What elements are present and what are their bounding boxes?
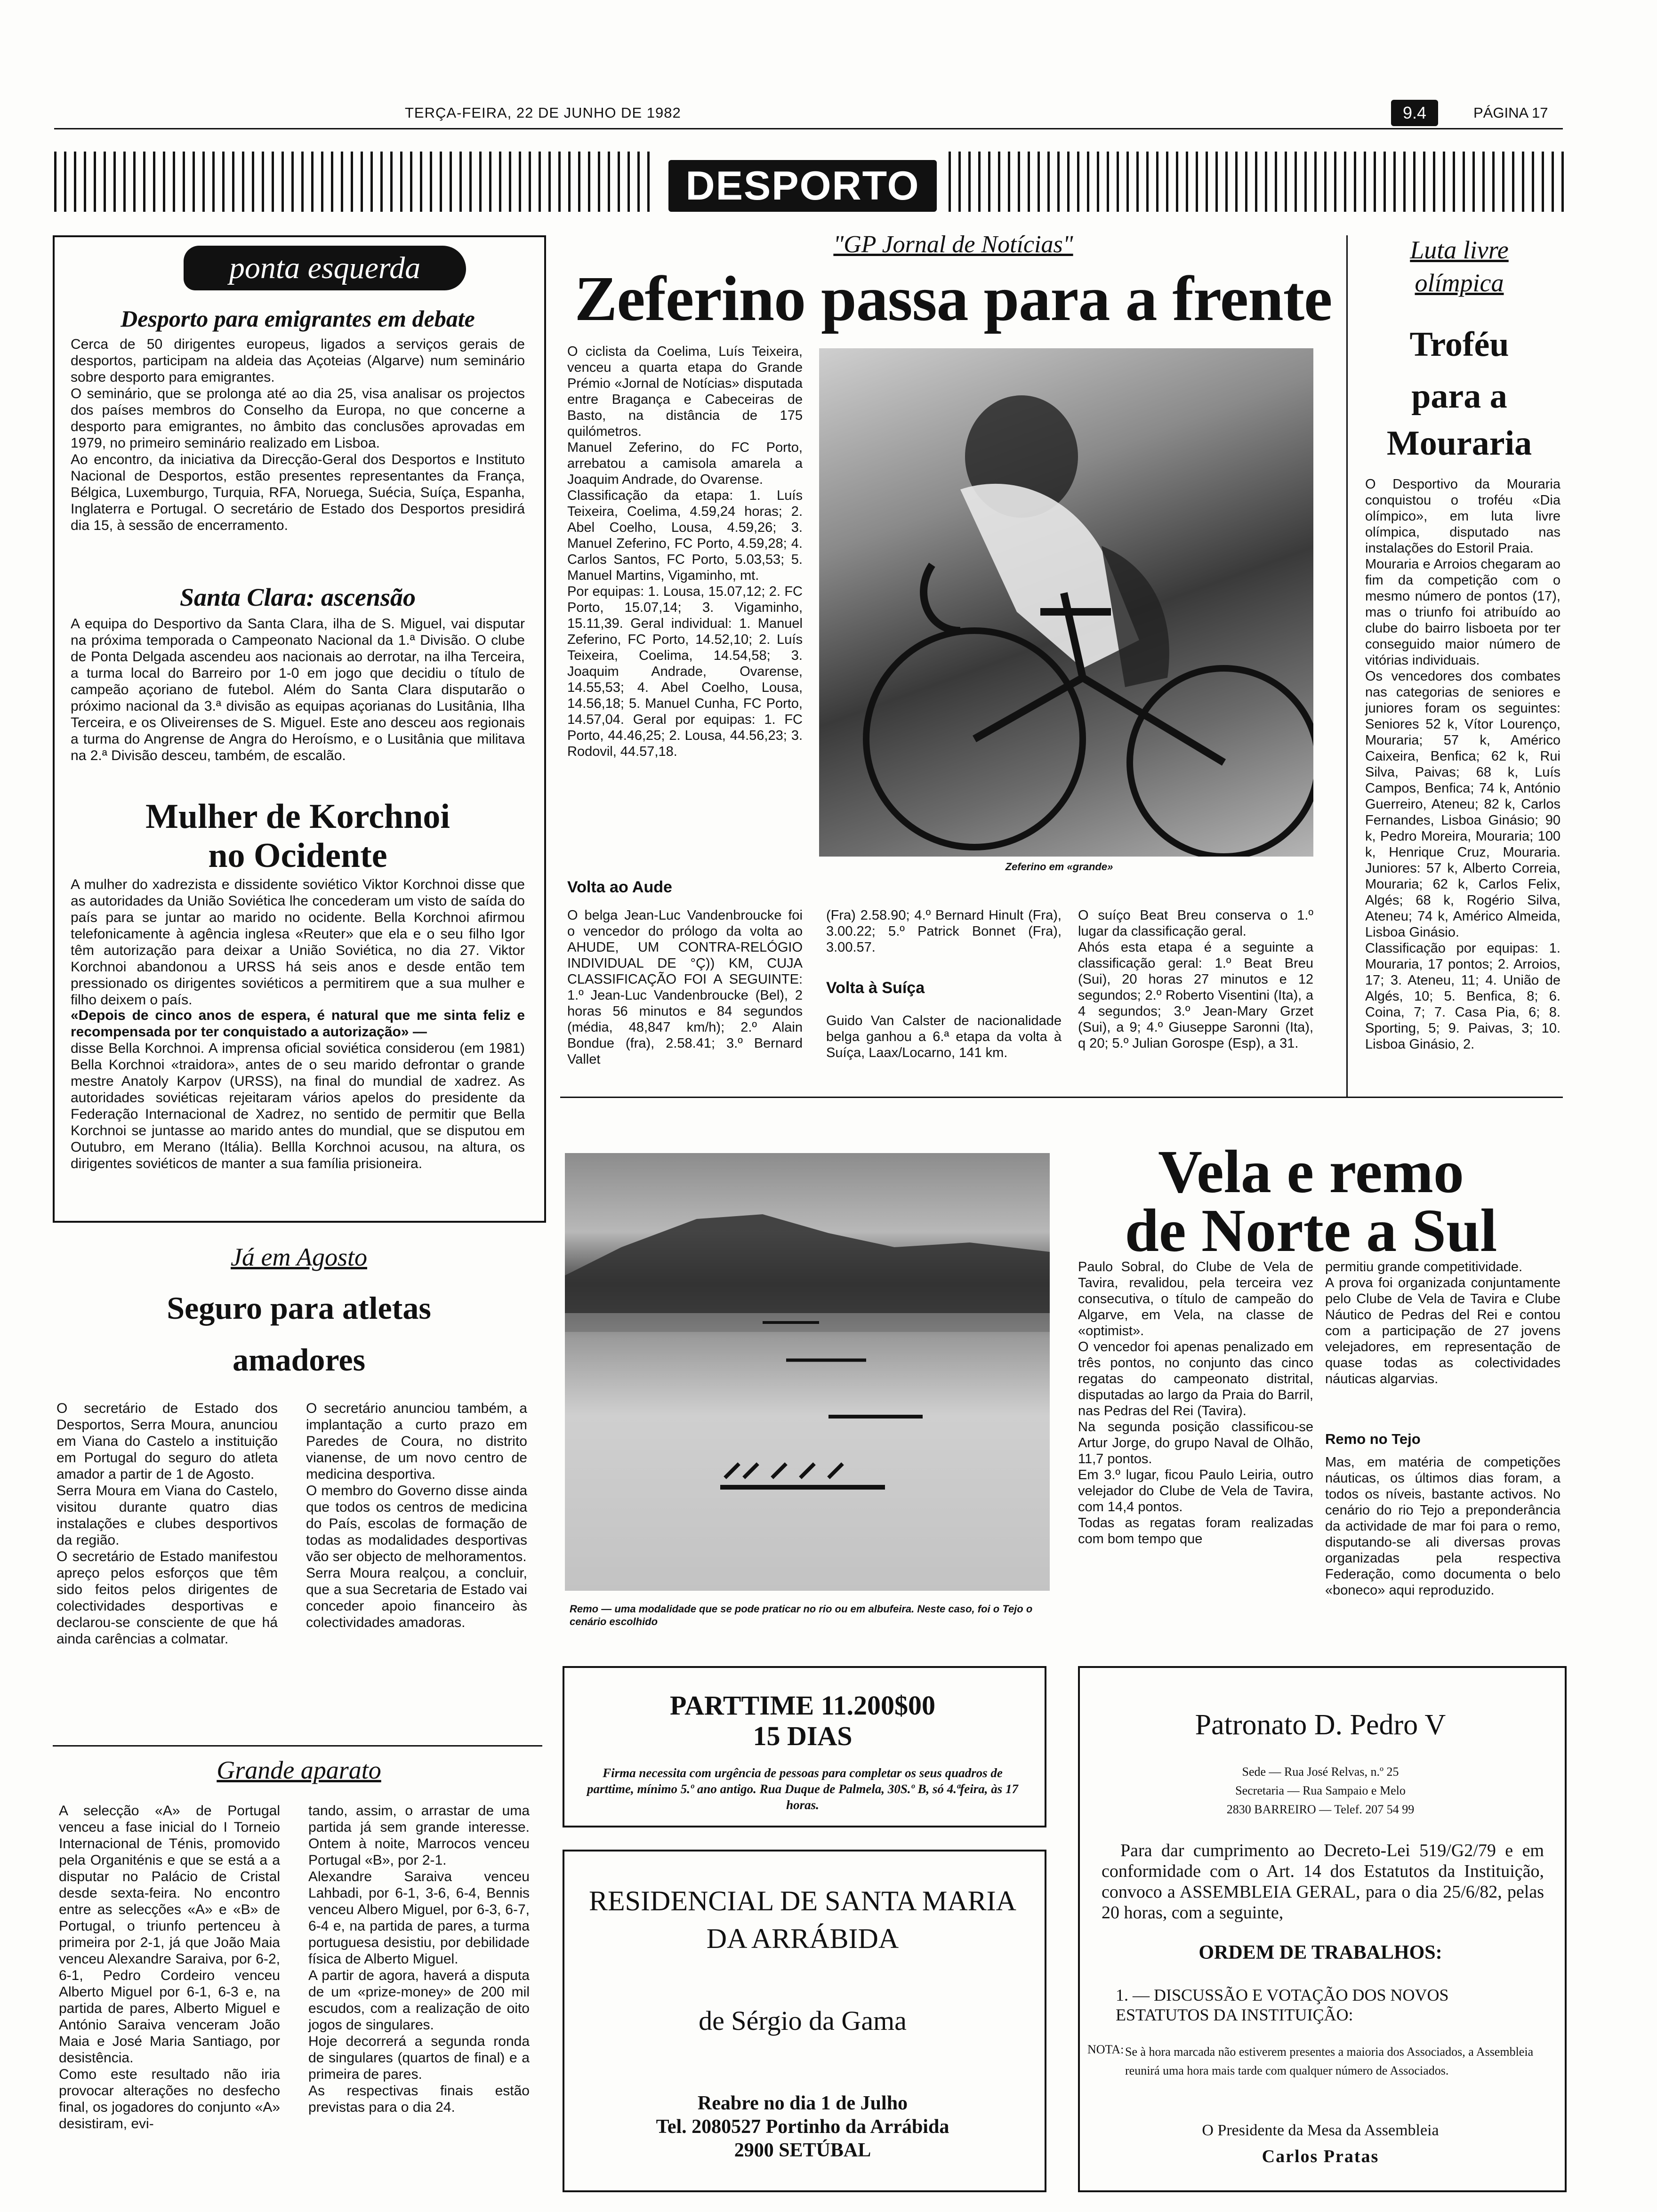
remo-subhead: Remo no Tejo [1325, 1431, 1421, 1447]
aude-body-cont: (Fra) 2.58.90; 4.º Bernard Hinult (Fra), 3.00.22; 5.º Patrick Bonnet (Fra), 3.00.57. [826, 908, 1062, 955]
aparato-rule [53, 1745, 542, 1747]
suica-body-cont: O suíço Beat Breu conserva o 1.º lugar da classificação geral. Ahós esta etapa é a seguinte a classificação geral: 1.º Beat Breu (Sui), 20 horas 27 minutos e 12 segundos; 2.º Roberto Visentini (Ita), a 4 segundos; 3.º Jean-Mary Grzet (Sui), a 9; 4.º Giuseppe Saronni (Ita), q 20; 5.º Julian Gorospe (Esp), a 31. [1078, 908, 1313, 1051]
section-hatch-left [54, 152, 657, 212]
patronato-signature-1: O Presidente da Mesa da Assembleia [1202, 2122, 1439, 2139]
page-number-badge: 9.4 [1391, 100, 1438, 126]
parttime-ad-line-2: 15 DIAS [753, 1721, 853, 1751]
zeferino-headline: Zeferino passa para a frente [574, 264, 1332, 334]
ponta-esquerda-logo-text: ponta esquerda [229, 251, 421, 285]
santa-clara-headline: Santa Clara: ascensão [179, 583, 416, 611]
parttime-ad-body: Firma necessita com urgência de pessoas para completar os seus quadros de parttime, mínimo 5.º ano antigo. Rua Duque de Palmela, 30S.º B, só 4.ªfeira, às 17 horas. [587, 1766, 1018, 1812]
aude-subhead: Volta ao Aude [567, 878, 672, 896]
suica-subhead: Volta à Suíça [826, 979, 925, 997]
luta-body: O Desportivo da Mouraria conquistou o troféu «Dia olímpico», em luta livre olímpica, disputado nas instalações do Estoril Praia. Mouraria e Arroios chegaram ao fim da competição com o mesmo número de pontos (17), mas o triunfo foi atribuído ao clube do bairro lisboeta por ter conseguido maior número de vitórias individuais. Os vencedores dos combates nas categorias de seniores e juniores foram os seguintes: Seniores 52 k, Vítor Lourenço, Mouraria; 57 k, Américo Caixeira, Benfica; 62 k, Rui Silva, Paivas; 68 k, Luís Campos, Benfica; 74 k, António Guerreiro, Ateneu; 82 k, Carlos Fernandes, Lisboa Ginásio; 90 k, Pedro Moreira, Mouraria; 100 k, Henrique Cruz, Mouraria. Juniores: 57 k, Alberto Correia, Mouraria; 62 k, Carlos Felix, Algés; 68 k, Rogério Silva, Ateneu; 74 k, Américo Almeida, Lisboa Ginásio. Classificação por equipas: 1. Mouraria, 17 pontos; 2. Arroios, 17; 3. Ateneu, 11; 4. União de Algés, 10; 5. Benfica, 8; 6. Coina, 7; 7. Casa Pia, 6; 8. Sporting, 5; 9. Paivas, 3; 10. Lisboa Ginásio, 2. [1365, 477, 1560, 1052]
vela-col-2b: Mas, em matéria de competições náuticas, os últimos dias foram, a todos os níveis, bastante activos. No cenário do rio Tejo a preponderância da actividade de mar foi para o remo, disputando-se ali diversas provas organizadas pela respectiva Federação, como documenta o belo «boneco» aqui reproduzido. [1325, 1455, 1560, 1598]
section-title: DESPORTO [685, 163, 920, 208]
luta-divider [1346, 235, 1348, 1097]
patronato-address-3: 2830 BARREIRO — Telef. 207 54 99 [1226, 1803, 1415, 1816]
parttime-ad-line-1: PARTTIME 11.200$00 [669, 1690, 936, 1721]
santa-clara-body: A equipa do Desportivo da Santa Clara, ilha de S. Miguel, vai disputar na próxima temporada o Campeonato Nacional da 1.ª Divisão. O clube de Ponta Delgada ascendeu aos nacionais ao derrotar, na ilha Terceira, a turma local do Barreiro por 1-0 em jogo que decidiu o título de campeão açoriano de futebol. Além do Santa Clara disputarão o próximo nacional da 3.ª divisão as equipas açorianas do Lusitânia, Ilha Terceira, e os Oliveirenses de S. Miguel. Este ano desceu aos regionais a turma do Angrense de Angra do Heroísmo, e o Lusitânia que militava na 2.ª Divisão desceu, também, de escalão. [71, 616, 525, 763]
cyclist-caption: Zeferino em «grande» [1005, 861, 1113, 873]
patronato-nota-label: NOTA: [1087, 2043, 1124, 2056]
residencial-ad-title-2: DA ARRÁBIDA [706, 1923, 899, 1954]
korchnoi-quote: «Depois de cinco anos de espera, é natural que me sinta feliz e recompensada por ter conquistado a autorização» — [71, 1008, 525, 1040]
luta-headline-3: Mouraria [1386, 424, 1532, 463]
header-date: TERÇA-FEIRA, 22 DE JUNHO DE 1982 [405, 104, 681, 121]
luta-kicker-1: Luta livre [1410, 236, 1509, 264]
rowing-caption: Remo — uma modalidade que se pode praticar no rio ou em albufeira. Neste caso, foi o Tejo o cenário escolhido [570, 1603, 1033, 1627]
residencial-ad-owner: de Sérgio da Gama [699, 2005, 907, 2036]
patronato-item: 1. — DISCUSSÃO E VOTAÇÃO DOS NOVOS ESTATUTOS DA INSTITUIÇÃO: [1116, 1986, 1449, 2024]
emigrantes-headline: Desporto para emigrantes em debate [121, 305, 475, 332]
vela-headline-2: de Norte a Sul [1125, 1197, 1497, 1265]
patronato-body: Para dar cumprimento ao Decreto-Lei 519/G2/79 e em conformidade com o Art. 14 dos Estatutos da Instituição, convoco a ASSEMBLEIA GERAL, para o dia 25/6/82, pelas 20 horas, com a seguinte, [1102, 1841, 1544, 1923]
suica-body: Guido Van Calster de nacionalidade belga ganhou a 6.ª etapa da volta à Suíça, Laax/Locarno, 141 km. [826, 1013, 1062, 1060]
rowing-photo [565, 1153, 1050, 1591]
vela-headline-1: Vela e remo [1158, 1138, 1464, 1206]
middle-rule [560, 1097, 1563, 1098]
patronato-ad [1078, 1666, 1567, 2192]
cyclist-illustration [819, 348, 1313, 857]
aparato-kicker: Grande aparato [217, 1756, 381, 1784]
korchnoi-headline-2: no Ocidente [208, 836, 387, 875]
luta-headline-1: Troféu [1409, 325, 1509, 364]
residencial-ad-reopen: Reabre no dia 1 de Julho [697, 2092, 908, 2114]
korchnoi-body-2: disse Bella Korchnoi. A imprensa oficial soviética considerou (em 1981) Bella Korchnoi «traidora», antes de o seu marido defrontar o grande mestre Anatoly Karpov (URSS), na final do mundial de xadrez. As autoridades soviéticas rejeitaram vários apelos do presidente da Federação Internacional de Xadrez, no sentido de permitir que Bella Korchnoi se juntasse ao marido antes do mundial, que se disputou em Outubro, em Merano (Itália). Bellla Korchnoi acusou, na altura, os dirigentes soviéticos de manter a sua família prisioneira. [71, 1041, 525, 1171]
residencial-ad-title-1: RESIDENCIAL DE SANTA MARIA [589, 1885, 1016, 1916]
section-hatch-right [949, 152, 1568, 212]
seguro-col-2: O secretário anunciou também, a implantação a curto prazo em Paredes de Coura, no distrito vianense, de um novo centro de medicina desportiva. O membro do Governo disse ainda que todos os centros de medicina do País, escolas de formação de todas as modalidades desportivas vão ser objecto de melhoramentos. Serra Moura realçou, a concluir, que a sua Secretaria de Estado vai conceder apoio financeiro às colectividades amadoras. [306, 1401, 527, 1630]
seguro-kicker: Já em Agosto [231, 1243, 367, 1271]
zeferino-body: O ciclista da Coelima, Luís Teixeira, venceu a quarta etapa do Grande Prémio «Jornal de Notícias» disputada entre Bragança e Cabeceiras de Basto, na distância de 175 quilómetros. Manuel Zeferino, do FC Porto, arrebatou a camisola amarela a Joaquim Andrade, do Ovarense. Classificação da etapa: 1. Luís Teixeira, Coelima, 4.59,24 horas; 2. Abel Coelho, Lousa, 4.59,26; 3. Manuel Zeferino, FC Porto, 4.59,28; 4. Carlos Santos, FC Porto, 5.03,53; 5. Manuel Martins, Vigaminho, mt. Por equipas: 1. Lousa, 15.07,12; 2. FC Porto, 15.07,14; 3. Vigaminho, 15.11,39. Geral individual: 1. Manuel Zeferino, FC Porto, 14.52,10; 2. Luís Teixeira, Coelima, 14.54,58; 3. Joaquim Andrade, Ovarense, 14.55,53; 4. Abel Coelho, Lousa, 14.56,18; 5. Manuel Cunha, FC Porto, 14.57,04. Geral por equipas: 1. FC Porto, 44.46,25; 2. Lousa, 44.56,23; 3. Rodovil, 44.57,18. [567, 344, 803, 759]
aude-body: O belga Jean-Luc Vandenbroucke foi o vencedor do prólogo da volta ao AHUDE, UM CONTRA-RELÓGIO INDIVIDUAL DE °Ç)) KM, CUJA CLASSIFICAÇÃO FOI A SEGUINTE: 1.º Jean-Luc Vandenbroucke (Bel), 2 horas 56 minutos e 84 segundos (média, 48,847 km/h); 2.º Alain Bondue (fra), 2.58.41; 3.º Bernard Vallet [567, 908, 803, 1067]
patronato-signature-2: Carlos Pratas [1262, 2147, 1379, 2166]
residencial-ad-city: 2900 SETÚBAL [734, 2140, 871, 2161]
seguro-headline-2: amadores [232, 1342, 366, 1378]
patronato-nota: Se à hora marcada não estiverem presentes a maioria dos Associados, a Assembleia reunirá uma hora mais tarde com qualquer número de Associados. [1125, 2045, 1534, 2077]
patronato-address-1: Sede — Rua José Relvas, n.º 25 [1242, 1765, 1399, 1779]
aparato-col-2: tando, assim, o arrastar de uma partida já sem grande interesse. Ontem à noite, Marrocos venceu Portugal «B», por 2-1. Alexandre Saraiva venceu Lahbadi, por 6-1, 3-6, 6-4, Bennis venceu Albero Miguel, por 6-3, 6-7, 6-4 e, na partida de pares, a turma portuguesa desistiu, por debilidade física de Alberto Miguel. A partir de agora, haverá a disputa de um «prize-money» de 200 mil escudos, com a realização de oito jogos de singulares. Hoje decorrerá a segunda ronda de singulares (quartos de final) e a primeira de pares. As respectivas finais estão previstas para o dia 24. [308, 1803, 530, 2115]
korchnoi-headline-1: Mulher de Korchnoi [145, 797, 450, 836]
header-rule [54, 128, 1563, 129]
luta-kicker-2: olímpica [1415, 269, 1504, 297]
gp-kicker: "GP Jornal de Notícias" [833, 231, 1073, 258]
patronato-title: Patronato D. Pedro V [1195, 1709, 1446, 1741]
emigrantes-body: Cerca de 50 dirigentes europeus, ligados a serviços gerais de desportos, participam na aldeia das Açoteias (Algarve) num seminário sobre desporto para emigrantes. O seminário, que se prolonga até ao dia 25, visa analisar os projectos dos países membros do Conselho da Europa, no que concerne a desporto para emigrantes, no âmbito das conclusões aprovadas em 1979, no primeiro seminário realizado em Lisboa. Ao encontro, da iniciativa da Direcção-Geral dos Desportos e Instituto Nacional de Desportos, estão presentes representantes da França, Bélgica, Luxemburgo, Turquia, RFA, Noruega, Suécia, Suíça, Espanha, Inglaterra e Portugal. O secretário de Estado dos Desportos presidirá dia 15, à sessão de encerramento. [71, 337, 525, 533]
cyclist-photo [819, 348, 1313, 857]
seguro-headline-1: Seguro para atletas [167, 1290, 431, 1326]
aparato-col-1: A selecção «A» de Portugal venceu a fase inicial do I Torneio Internacional de Ténis, promovido pela Organiténis e que se está a a disputar no Palácio de Cristal desde sexta-feira. No encontro entre as selecções «A» e «B» de Portugal, o triunfo pertenceu à primeira por 2-1, já que João Maia venceu Alexandre Saraiva, por 6-2, 6-1, Pedro Cordeiro venceu Alberto Miguel por 6-1, 6-3 e, na partida de pares, Alberto Miguel e António Saraiva venceram João Maia e José Maria Santiago, por desistência. Como este resultado não iria provocar alterações no desfecho final, os jogadores do conjunto «A» desistiram, evi- [59, 1803, 280, 2132]
vela-col-2a: permitiu grande competitividade. A prova foi organizada conjuntamente pelo Clube de Vela de Tavira e Clube Náutico de Pedras del Rei e contou com a participação de 27 jovens velejadores, em representação de quase todas as colectividades náuticas algarvias. [1325, 1259, 1560, 1387]
page-label: PÁGINA 17 [1473, 104, 1548, 121]
seguro-col-1: O secretário de Estado dos Desportos, Serra Moura, anunciou em Viana do Castelo a instituição em Portugal do seguro do atleta amador a partir de 1 de Agosto. Serra Moura em Viana do Castelo, visitou durante quatro dias instalações e clubes desportivos da região. O secretário de Estado manifestou apreço pelos esforços que têm sido feitos pelos dirigentes de colectividades desportivas e declarou-se consciente de que há ainda carências a colmatar. [56, 1401, 278, 1647]
patronato-address-2: Secretaria — Rua Sampaio e Melo [1235, 1784, 1406, 1797]
patronato-ordem: ORDEM DE TRABALHOS: [1199, 1942, 1442, 1964]
residencial-ad-phone: Tel. 2080527 Portinho da Arrábida [656, 2116, 949, 2138]
rowing-illustration [565, 1153, 1050, 1591]
luta-headline-2: para a [1411, 377, 1507, 416]
vela-col-1: Paulo Sobral, do Clube de Vela de Tavira, revalidou, pela terceira vez consecutiva, o título de campeão do Algarve, em Vela, na classe de «optimist». O vencedor foi apenas penalizado em três pontos, no conjunto das cinco regatas do campeonato distrital, disputadas ao largo da Praia do Barril, nas Pedras del Rei (Tavira). Na segunda posição classificou-se Artur Jorge, do grupo Naval de Olhão, 11,7 pontos. Em 3.º lugar, ficou Paulo Leiria, outro velejador do Clube de Vela de Tavira, com 14,4 pontos. Todas as regatas foram realizadas com bom tempo que [1078, 1259, 1313, 1547]
korchnoi-body-1: A mulher do xadrezista e dissidente soviético Viktor Korchnoi disse que as autoridades da União Soviética lhe concederam um visto de saída do país para se juntar ao marido no ocidente. Bella Korchnoi afirmou telefonicamente à agência inglesa «Reuter» que ela e o seu filho Igor têm autorização para deixar a União Soviética, no dia 27. Viktor Korchnoi abandonou a URSS há seis anos e desde então tem pressionado os dirigentes soviéticos a permitirem que a sua mulher e filho deixem o país. [71, 877, 525, 1008]
